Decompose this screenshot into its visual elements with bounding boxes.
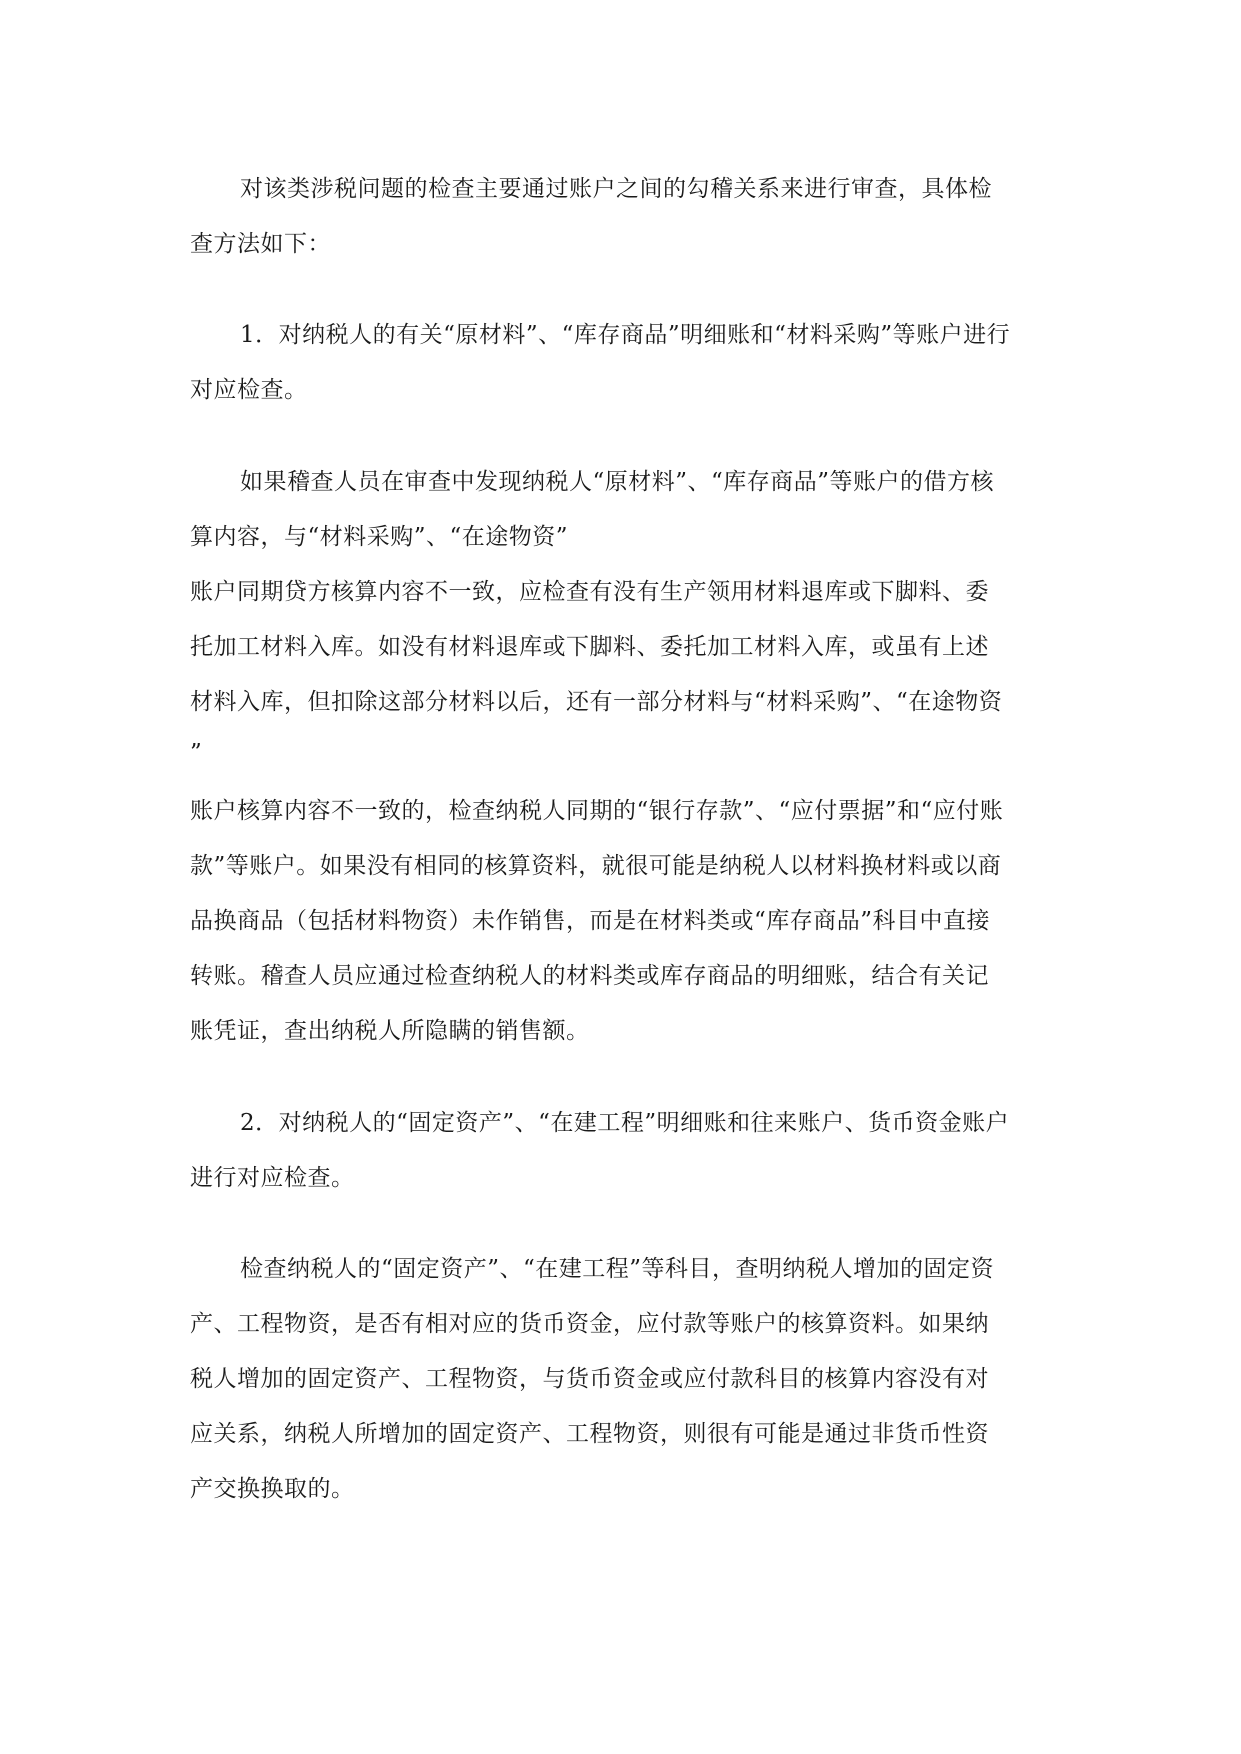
text-line: 账凭证，查出纳税人所隐瞒的销售额。 [190, 1018, 590, 1044]
text-line: 转账。稽查人员应通过检查纳税人的材料类或库存商品的明细账，结合有关记 [190, 963, 989, 989]
text-line: 款”等账户。如果没有相同的核算资料，就很可能是纳税人以材料换材料或以商 [190, 853, 1002, 879]
text-line: 产、工程物资，是否有相对应的货币资金，应付款等账户的核算资料。如果纳 [190, 1311, 989, 1337]
text-line: 1．对纳税人的有关“原材料”、“库存商品”明细账和“材料采购”等账户进行 [240, 322, 1011, 348]
text-line: 税人增加的固定资产、工程物资，与货币资金或应付款科目的核算内容没有对 [190, 1366, 989, 1392]
text-line: 账户核算内容不一致的，检查纳税人同期的“银行存款”、“应付票据”和“应付账 [190, 798, 1004, 824]
text-line: 托加工材料入库。如没有材料退库或下脚料、委托加工材料入库，或虽有上述 [190, 634, 989, 660]
text-line: 如果稽查人员在审查中发现纳税人“原材料”、“库存商品”等账户的借方核 [240, 469, 995, 495]
text-line: 查方法如下： [190, 231, 331, 257]
text-line: 算内容，与“材料采购”、“在途物资” [190, 524, 569, 550]
text-line: ” [190, 740, 203, 766]
text-line: 应关系，纳税人所增加的固定资产、工程物资，则很有可能是通过非货币性资 [190, 1421, 989, 1447]
text-line: 对应检查。 [190, 377, 308, 403]
text-line: 对该类涉税问题的检查主要通过账户之间的勾稽关系来进行审查，具体检 [240, 176, 992, 202]
text-line: 2．对纳税人的“固定资产”、“在建工程”明细账和往来账户、货币资金账户 [240, 1110, 1010, 1136]
text-line: 检查纳税人的“固定资产”、“在建工程”等科目，查明纳税人增加的固定资 [240, 1256, 995, 1282]
text-line: 账户同期贷方核算内容不一致，应检查有没有生产领用材料退库或下脚料、委 [190, 579, 989, 605]
text-line: 进行对应检查。 [190, 1165, 355, 1191]
text-line: 产交换换取的。 [190, 1476, 355, 1502]
text-line: 品换商品（包括材料物资）未作销售，而是在材料类或“库存商品”科目中直接 [190, 908, 991, 934]
text-line: 材料入库，但扣除这部分材料以后，还有一部分材料与“材料采购”、“在途物资 [190, 689, 1003, 715]
